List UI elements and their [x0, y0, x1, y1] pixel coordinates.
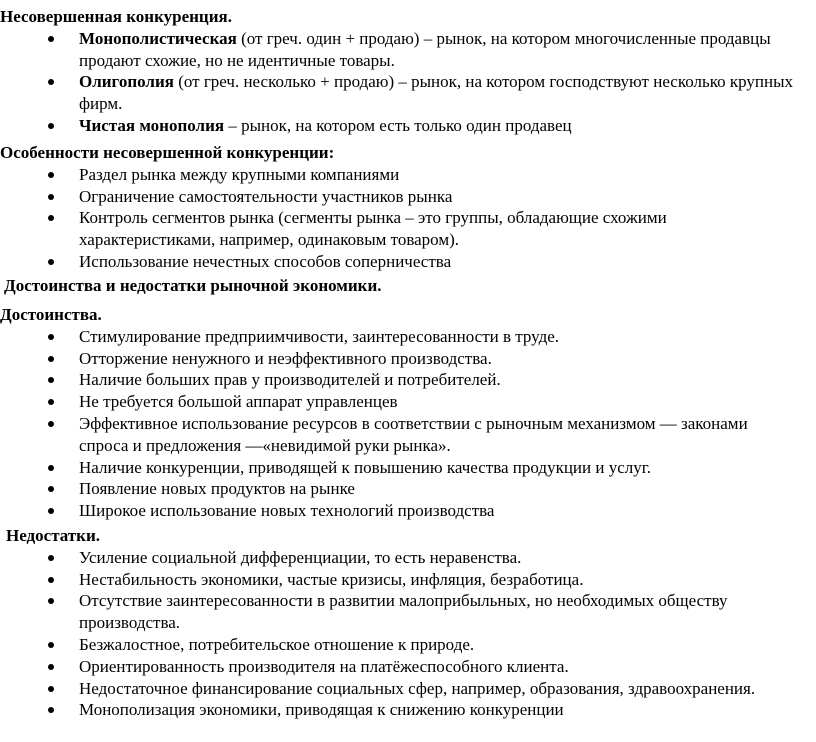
list-item: [0, 413, 816, 457]
competition-types-list: [0, 28, 816, 137]
bullet-icon: [48, 79, 54, 85]
list-item: [0, 115, 816, 137]
disadvantages-list: [0, 547, 816, 721]
list-item: [0, 207, 816, 251]
market-economy-section: [0, 275, 816, 297]
list-item-text: Раздел рынка между крупными компаниями: [79, 164, 400, 184]
list-item-text: Монополизация экономики, приводящая к снижению конкуренции: [79, 700, 564, 720]
list-item-text: Отторжение ненужного и неэффективного производства.: [79, 348, 492, 368]
features-list: [0, 164, 816, 273]
term: Олигополия: [79, 72, 174, 92]
list-item-text: Недостаточное финансирование социальных сфер, например, образования, здравоохранения.: [79, 678, 756, 698]
bullet-icon: [48, 686, 54, 692]
bullet-icon: [48, 555, 54, 561]
list-item-text: Ориентированность производителя на платёжеспособного клиента.: [79, 656, 569, 676]
features-section: [0, 142, 816, 273]
list-item-text: Появление новых продуктов на рынке: [79, 479, 355, 499]
list-item-text: Стимулирование предприимчивости, заинтересованности в труде.: [79, 326, 560, 346]
imperfect-competition-heading: Несовершенная конкуренция.: [0, 7, 232, 26]
term: Чистая монополия: [79, 115, 225, 135]
list-item-text: Отсутствие заинтересованности в развитии малоприбыльных, но необходимых обществу производства.: [79, 591, 728, 633]
bullet-icon: [48, 399, 54, 405]
disadvantages-section: [0, 525, 816, 721]
list-item-text: Ограничение самостоятельности участников рынка: [79, 186, 453, 206]
term: Монополистическая: [79, 28, 237, 48]
list-item: [0, 186, 816, 208]
bullet-icon: [48, 577, 54, 583]
list-item: [0, 326, 816, 348]
list-item-text: Не требуется большой аппарат управленцев: [79, 392, 398, 412]
bullet-icon: [48, 421, 54, 427]
bullet-icon: [48, 642, 54, 648]
definition: (от греч. один + продаю) – рынок, на котором многочисленные продавцы продают схожие, но не идентичные товары.: [79, 28, 771, 70]
bullet-icon: [48, 465, 54, 471]
bullet-icon: [48, 707, 54, 713]
list-item: [0, 656, 816, 678]
advantages-section: [0, 304, 816, 522]
bullet-icon: [48, 36, 54, 42]
list-item: [0, 251, 816, 273]
bullet-icon: [48, 486, 54, 492]
definition: (от греч. несколько + продаю) – рынок, на котором господствуют несколько крупных фирм.: [79, 72, 794, 114]
list-item: [0, 369, 816, 391]
list-item: [0, 28, 816, 72]
advantages-list: [0, 326, 816, 522]
bullet-icon: [48, 194, 54, 200]
list-item-text: Нестабильность экономики, частые кризисы, инфляция, безработица.: [79, 569, 584, 589]
bullet-icon: [48, 259, 54, 265]
list-item: [0, 348, 816, 370]
list-item-text: Использование нечестных способов соперничества: [79, 251, 452, 271]
disadvantages-heading: Недостатки.: [6, 526, 100, 545]
bullet-icon: [48, 123, 54, 129]
bullet-icon: [48, 215, 54, 221]
bullet-icon: [48, 356, 54, 362]
list-item-text: Контроль сегментов рынка (сегменты рынка – это группы, обладающие схожими характеристиками, например, одинаковым товаром).: [79, 208, 667, 250]
bullet-icon: [48, 334, 54, 340]
list-item: [0, 500, 816, 522]
list-item: [0, 391, 816, 413]
bullet-icon: [48, 598, 54, 604]
list-item: [0, 71, 816, 115]
advantages-heading: Достоинства.: [0, 305, 102, 324]
bullet-icon: [48, 377, 54, 383]
list-item: [0, 634, 816, 656]
list-item: [0, 547, 816, 569]
list-item: [0, 678, 816, 700]
imperfect-competition-section: [0, 6, 816, 137]
list-item-text: Усиление социальной дифференциации, то есть неравенства.: [79, 547, 522, 567]
list-item: [0, 457, 816, 479]
market-economy-heading: Достоинства и недостатки рыночной экономики.: [4, 276, 382, 295]
list-item-text: Безжалостное, потребительское отношение к природе.: [79, 634, 475, 654]
features-heading: Особенности несовершенной конкуренции:: [0, 143, 335, 162]
bullet-icon: [48, 664, 54, 670]
bullet-icon: [48, 172, 54, 178]
list-item: [0, 699, 816, 721]
list-item-text: Наличие больших прав у производителей и потребителей.: [79, 370, 501, 390]
list-item: [0, 164, 816, 186]
list-item-text: Широкое использование новых технологий производства: [79, 501, 495, 521]
bullet-icon: [48, 508, 54, 514]
list-item-text: Наличие конкуренции, приводящей к повышению качества продукции и услуг.: [79, 457, 652, 477]
list-item: [0, 478, 816, 500]
list-item: [0, 590, 816, 634]
definition: – рынок, на котором есть только один продавец: [224, 115, 572, 135]
list-item: [0, 569, 816, 591]
list-item-text: Эффективное использование ресурсов в соответствии с рыночным механизмом — законами спроса и предложения —«невидимой руки рынка».: [79, 413, 748, 455]
